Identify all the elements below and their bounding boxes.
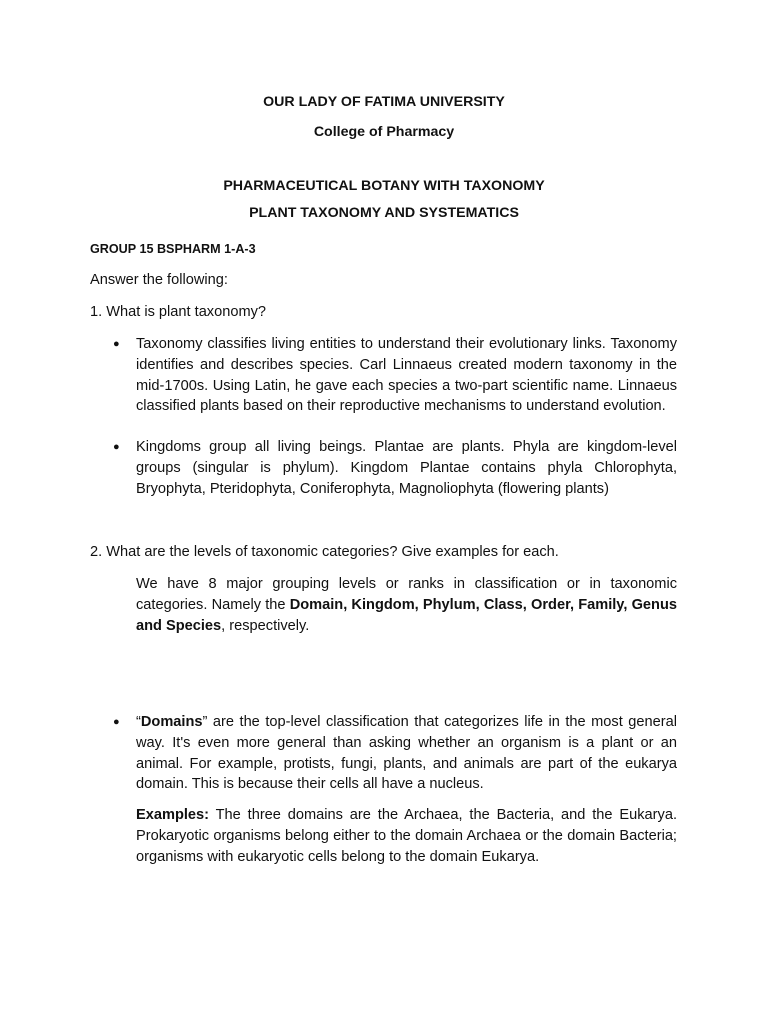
college-title: College of Pharmacy [313,124,455,140]
q2-intro-end: , respectively. [221,617,310,634]
bullet-icon: ● [113,716,120,728]
topic-title: PLANT TAXONOMY AND SYSTEMATICS [249,205,519,221]
course-title: PHARMACEUTICAL BOTANY WITH TAXONOMY [223,178,545,194]
domains-open-quote: “ [136,714,141,730]
examples-label: Examples: [136,807,210,823]
domains-text: ” are the top-level classification that categorizes life in the most general way. It's even more general than asking whether an organism is a plant or an animal. For example, protists, fungi, plants, and animals are part of the eukarya domain. This is because their cells all have a nucleus. [136,714,677,793]
group-label: GROUP 15 BSPHARM 1-A-3 [90,242,256,256]
q1-answer-bullet-2: Kingdoms group all living beings. Plantae are plants. Phyla are kingdom-level groups (singular is phylum). Kingdom Plantae contains phyla Chlorophyta, Bryophyta, Pteridophyta, Coniferophyta, Magnoliophyta (flowering plants) [136,439,677,497]
q2-intro-ranks: Domain, Kingdom, Phylum, Class, Order, Family, Genus and Species [136,596,677,634]
bullet-icon: ● [113,441,120,453]
q1-answer-bullet-1: Taxonomy classifies living entities to understand their evolutionary links. Taxonomy identifies and describes species. Carl Linnaeus created modern taxonomy in the mid-1700s. Using Latin, he gave each species a two-part scientific name. Linnaeus classified plants based on their reproductive mechanisms to understand evolution. [136,336,677,415]
question-1: 1. What is plant taxonomy? [90,304,267,320]
q2-intro-paragraph [136,574,677,636]
domains-term: Domains [140,714,203,730]
q2-intro-text: We have 8 major grouping levels or ranks in classification or in taxonomic categories. Namely the [136,576,677,613]
bullet-icon: ● [113,338,120,350]
university-title: OUR LADY OF FATIMA UNIVERSITY [263,94,505,110]
domains-paragraph [136,712,677,795]
instruction-text: Answer the following: [90,272,228,288]
question-2: 2. What are the levels of taxonomic categories? Give examples for each. [90,544,559,560]
examples-paragraph [136,805,677,867]
examples-text: The three domains are the Archaea, the Bacteria, and the Eukarya. Prokaryotic organisms belong either to the domain Archaea or the domain Bacteria; organisms with eukaryotic cells belong to the domain Eukarya. [136,807,677,865]
